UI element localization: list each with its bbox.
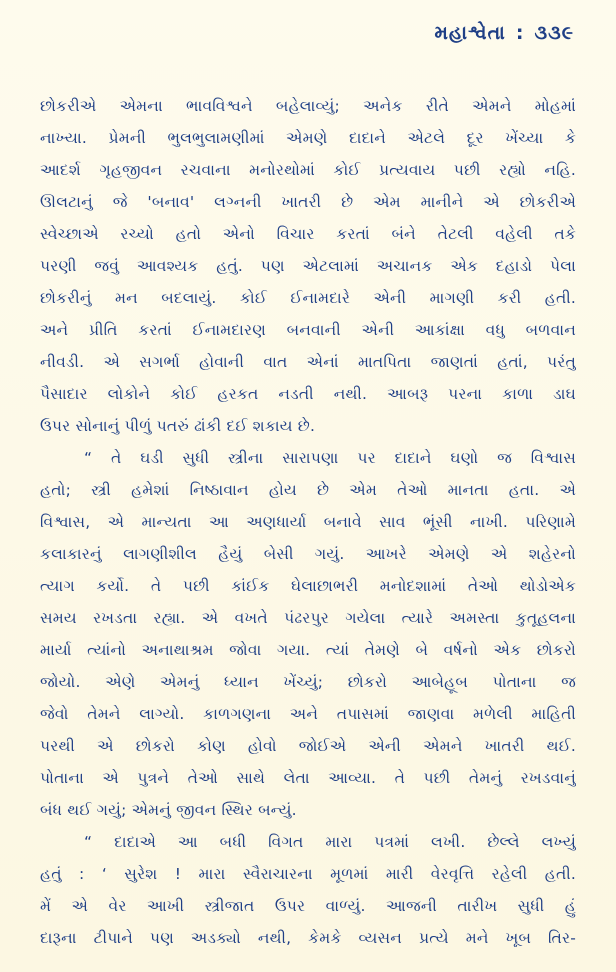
text-line: આદર્શ ગૃહજીવન રચવાના મનોરથોમાં કોઈ પ્રત્યવાય પછી રહ્યો નહિ. <box>40 161 576 179</box>
text-line: છોકરીનું મન બદલાયું. કોઈ ઈનામદારે એની માગણી કરી હતી. <box>40 289 576 307</box>
text-line: પરથી એ છોકરો કોણ હોવો જોઈએ એની એમને ખાતરી થઈ. <box>40 737 576 755</box>
text-line: પરણી જવું આવશ્યક હતું. પણ એટલામાં અચાનક એક દહાડો પેલા <box>40 257 576 275</box>
text-line: અને પ્રીતિ કરતાં ઈનામદારણ બનવાની એની આકાંક્ષા વધુ બળવાન <box>40 321 576 339</box>
text-line: ઉપર સોનાનું પીળું પતરું ઢાંકી દઈ શકાય છે. <box>40 417 316 435</box>
text-line: કલાકારનું લાગણીશીલ હૈયું બેસી ગયું. આખરે એમણે એ શહેરનો <box>40 545 576 563</box>
text-line: છોકરીએ એમના ભાવવિશ્વને બહેલાવ્યું; અનેક રીતે એમને મોહમાં <box>40 97 576 115</box>
text-line: હતો; સ્ત્રી હમેશાં નિષ્ઠાવાન હોય છે એમ તેઓ માનતા હતા. એ <box>40 481 576 499</box>
text-line: “ તે ઘડી સુધી સ્ત્રીના સારાપણા પર દાદાને ઘણો જ વિશ્વાસ <box>84 449 576 467</box>
text-line: પોતાના એ પુત્રને તેઓ સાથે લેતા આવ્યા. તે પછી તેમનું રખડવાનું <box>40 769 576 787</box>
paragraph <box>40 442 576 826</box>
text-line: મેં એ વેર આખી સ્ત્રીજાત ઉપર વાળ્યું. આજની તારીખ સુધી હું <box>40 897 576 915</box>
text-line: દારૂના ટીપાને પણ અડક્યો નથી, કેમકે વ્યસન પ્રત્યે મને ખૂબ તિર- <box>40 929 576 947</box>
text-line: વિશ્વાસ, એ માન્યતા આ અણધાર્યા બનાવે સાવ ભૂંસી નાખી. પરિણામે <box>40 513 576 531</box>
text-line: બંધ થઈ ગયું; એમનું જીવન સ્થિર બન્યું. <box>40 801 297 819</box>
text-line: “ દાદાએ આ બધી વિગત મારા પત્રમાં લખી. છેલ્લે લખ્યું <box>84 833 576 851</box>
text-line: માર્યા ત્યાંનો અનાથાશ્રમ જોવા ગયા. ત્યાં તેમણે બે વર્ષનો એક છોકરો <box>40 641 576 659</box>
text-line: સ્વેચ્છાએ રચ્યો હતો એનો વિચાર કરતાં બંને તેટલી વહેલી તકે <box>40 225 576 243</box>
text-line: જેવો તેમને લાગ્યો. કાળગણના અને તપાસમાં જાણવા મળેલી માહિતી <box>40 705 576 723</box>
text-line: હતું : ‘ સુરેશ ! મારા સ્વૈરાચારના મૂળમાં મારી વેરવૃત્તિ રહેલી હતી. <box>40 865 576 883</box>
text-line: પૈસાદાર લોકોને કોઈ હરકત નડતી નથી. આબરૂ પરના કાળા ડાઘ <box>40 385 576 403</box>
paragraph <box>40 826 576 954</box>
header-separator: : <box>515 22 525 44</box>
text-line: ત્યાગ કર્યો. તે પછી કાંઈક ઘેલાછાભરી મનોદશામાં તેઓ થોડોએક <box>40 577 576 595</box>
text-line: નીવડી. એ સગર્ભા હોવાની વાત એનાં માતપિતા જાણતાં હતાં, પરંતુ <box>40 353 576 371</box>
body-text <box>40 90 576 954</box>
running-header <box>40 22 576 52</box>
text-line: નાખ્યા. પ્રેમની ભુલભુલામણીમાં એમણે દાદાને એટલે દૂર ખેંચ્યા કે <box>40 129 576 147</box>
paragraph <box>40 90 576 442</box>
page-number: ૩૩૯ <box>534 22 574 44</box>
book-title: મહાશ્વેતા <box>434 22 506 44</box>
text-line: ઊલટાનું જે 'બનાવ' લગ્નની ખાતરી છે એમ માનીને એ છોકરીએ <box>40 193 576 211</box>
text-line: સમય રખડતા રહ્યા. એ વખતે પંઢરપુર ગયેલા ત્યારે અમસ્તા કુતૂહલના <box>40 609 576 627</box>
text-line: જોયો. એણે એમનું ધ્યાન ખેંચ્યું; છોકરો આબેહૂબ પોતાના જ <box>40 673 576 691</box>
